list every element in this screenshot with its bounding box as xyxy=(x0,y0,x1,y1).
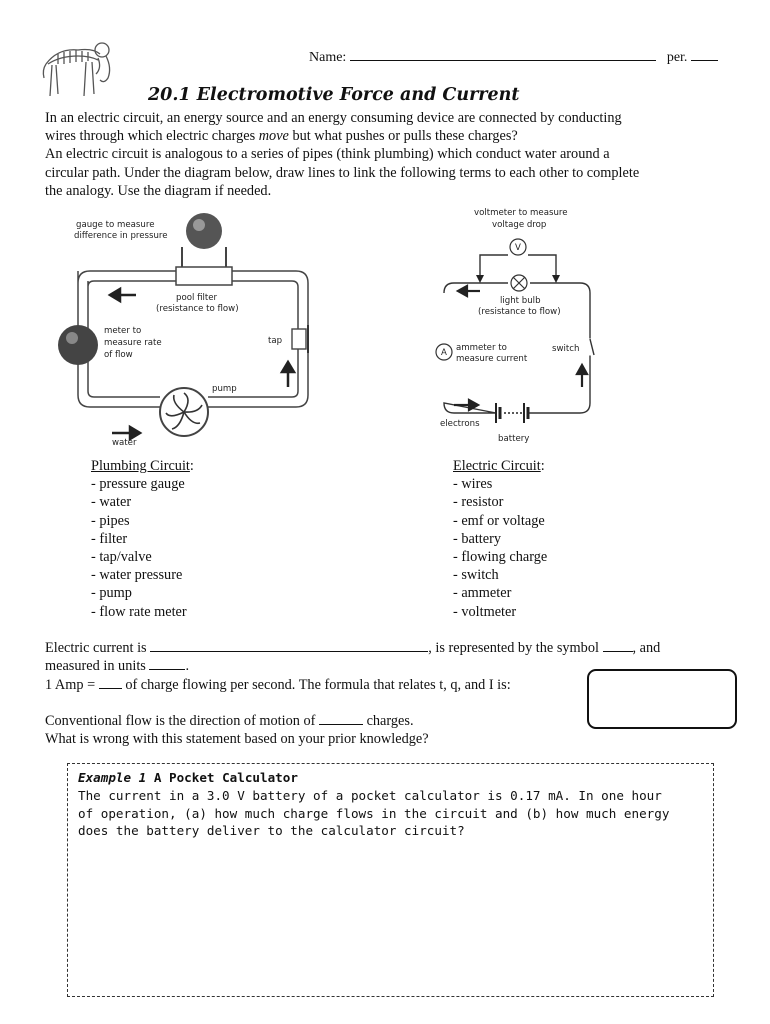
list-item: - flowing charge xyxy=(453,549,548,566)
intro-line-2: wires through which electric charges move but what pushes or pulls these charges? xyxy=(45,128,518,145)
electric-circuit-diagram xyxy=(432,203,622,448)
list-item: - pressure gauge xyxy=(91,476,185,493)
filter-label-1: pool filter xyxy=(176,293,218,303)
pump-label: pump xyxy=(212,384,237,394)
example-line-3: does the battery deliver to the calculator circuit? xyxy=(78,823,465,838)
voltmeter-label-1: voltmeter to measure xyxy=(474,208,568,218)
ammeter-symbol: A xyxy=(441,348,447,358)
period-blank[interactable] xyxy=(691,48,718,61)
name-blank[interactable] xyxy=(350,48,656,61)
meter-label-2: measure rate xyxy=(104,338,162,348)
amp-blank[interactable] xyxy=(99,676,122,689)
page-title: 20.1 Electromotive Force and Current xyxy=(148,85,520,105)
intro-line-4: circular path. Under the diagram below, draw lines to link the following terms to each other to complete xyxy=(45,164,640,181)
tap-shape xyxy=(292,329,306,349)
bulb-label-1: light bulb xyxy=(500,296,541,306)
list-item: - switch xyxy=(453,567,499,584)
battery-shape xyxy=(496,403,528,423)
tap-label: tap xyxy=(268,336,283,346)
period-label: per. xyxy=(666,50,688,65)
meter-label-1: meter to xyxy=(104,326,142,336)
switch-label: switch xyxy=(552,344,580,354)
pressure-gauge-shape xyxy=(186,213,222,249)
electric-heading: Electric Circuit xyxy=(453,458,541,474)
list-item: - wires xyxy=(453,476,493,493)
name-row xyxy=(309,48,718,66)
conventional-flow-blank[interactable] xyxy=(319,712,363,725)
example-heading xyxy=(78,769,298,787)
list-item: - pipes xyxy=(91,512,130,529)
conventional-flow-question: Conventional flow is the direction of motion of charges. xyxy=(45,713,414,729)
list-item: - resistor xyxy=(453,494,504,511)
meter-label-3: of flow xyxy=(104,350,133,360)
plumbing-heading: Plumbing Circuit xyxy=(91,458,190,474)
name-label: Name: xyxy=(309,50,347,65)
electrons-label: electrons xyxy=(440,419,480,429)
units-blank[interactable] xyxy=(149,657,185,670)
water-label: water xyxy=(112,438,137,448)
list-item: - water pressure xyxy=(91,567,183,584)
amp-question: 1 Amp = of charge flowing per second. The formula that relates t, q, and I is: xyxy=(45,677,511,693)
filter-label-2: (resistance to flow) xyxy=(156,304,239,314)
current-question: Electric current is , is represented by the symbol , and xyxy=(45,640,661,656)
units-question: measured in units . xyxy=(45,658,190,674)
list-item: - tap/valve xyxy=(91,549,152,566)
example-line-2: of operation, (a) how much charge flows in the circuit and (b) how much energy xyxy=(78,805,670,821)
list-item: - ammeter xyxy=(453,585,512,602)
intro-line-5: the analogy. Use the diagram if needed. xyxy=(45,182,272,199)
voltmeter-symbol: V xyxy=(515,243,521,253)
list-item: - voltmeter xyxy=(453,603,517,620)
bulb-label-2: (resistance to flow) xyxy=(478,307,561,317)
formula-answer-box[interactable] xyxy=(587,669,737,729)
example-title: A Pocket Calculator xyxy=(153,770,298,785)
example-label: Example 1 xyxy=(78,770,147,785)
example-text xyxy=(78,787,669,840)
voltmeter-label-2: voltage drop xyxy=(492,220,547,230)
list-item: - filter xyxy=(91,530,128,547)
mammoth-skeleton-logo xyxy=(38,34,118,104)
plumbing-list: Plumbing Circuit: - pressure gauge - water - pipes - filter - tap/valve - water pressure - pump - flow rate meter xyxy=(91,458,194,620)
list-item: - pump xyxy=(91,585,132,602)
intro-line-1: In an electric circuit, an energy source and an energy consuming device are connected by conducting xyxy=(45,110,622,126)
list-item: - battery xyxy=(453,530,502,547)
list-item: - water xyxy=(91,494,132,511)
plumbing-circuit-diagram xyxy=(52,207,322,457)
electric-list: Electric Circuit: - wires - resistor - emf or voltage - battery - flowing charge - switch - ammeter - voltmeter xyxy=(453,458,548,620)
current-definition-blank[interactable] xyxy=(150,639,428,652)
prior-knowledge-question: What is wrong with this statement based on your prior knowledge? xyxy=(45,731,429,747)
battery-label: battery xyxy=(498,434,530,444)
gauge-label-1: gauge to measure xyxy=(76,220,155,230)
example-line-1: The current in a 3.0 V battery of a pocket calculator is 0.17 mA. In one hour xyxy=(78,788,662,803)
flow-meter-shape xyxy=(58,325,98,365)
list-item: - flow rate meter xyxy=(91,603,187,620)
ammeter-label-2: measure current xyxy=(456,354,528,364)
current-symbol-blank[interactable] xyxy=(603,639,633,652)
gauge-label-2: difference in pressure xyxy=(74,231,168,241)
pool-filter-shape xyxy=(176,267,232,285)
ammeter-label-1: ammeter to xyxy=(456,343,507,353)
intro-line-3: An electric circuit is analogous to a series of pipes (think plumbing) which conduct water around a xyxy=(45,146,610,163)
intro-paragraph xyxy=(45,109,639,200)
list-item: - emf or voltage xyxy=(453,512,545,529)
